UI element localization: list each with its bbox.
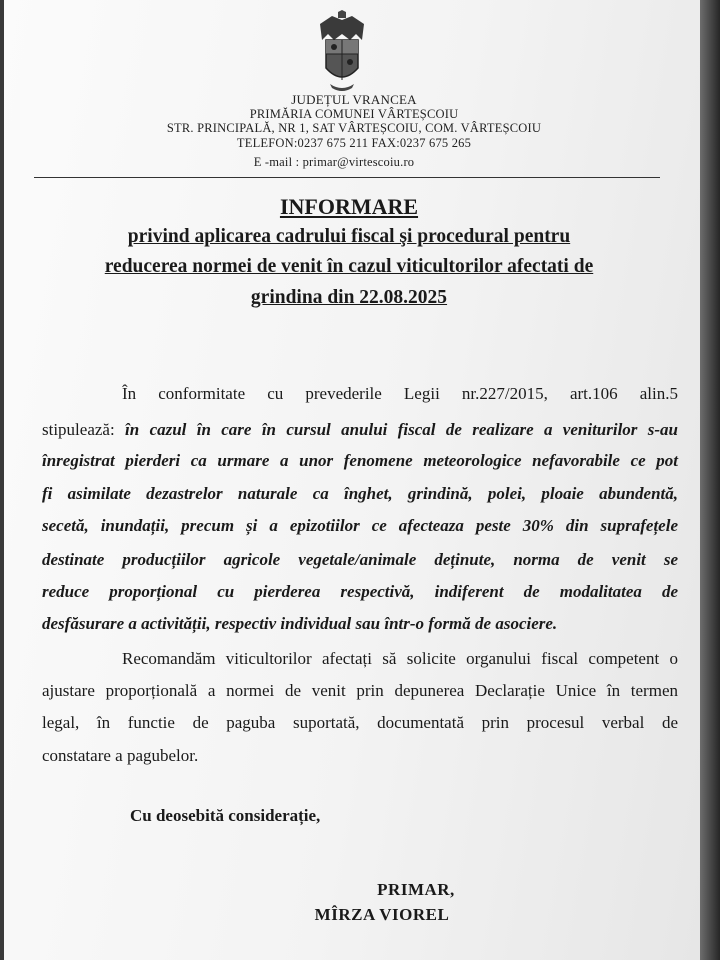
paragraph1-text: stipulează:	[42, 420, 126, 439]
closing-salutation: Cu deosebită considerație,	[130, 806, 321, 825]
header-county: JUDEȚUL VRANCEA	[291, 92, 417, 107]
header-institution: PRIMĂRIA COMUNEI VÂRTEȘCOIU	[249, 107, 459, 121]
header-phone-fax: TELEFON:0237 675 211 FAX:0237 675 265	[236, 136, 472, 150]
header-email: E -mail : primar@virtescoiu.ro	[253, 155, 415, 169]
paragraph1-line: În conformitate cu prevederile Legii nr.227/2015, art.106 alin.5	[122, 384, 678, 403]
subtitle-line: privind aplicarea cadrului fiscal şi procedural pentru	[127, 226, 571, 247]
paragraph1-line: reduce proporțional cu pierderea respectivă, indiferent de modalitatea de	[42, 582, 678, 601]
background-edge	[700, 0, 720, 960]
document-title: INFORMARE	[279, 194, 419, 219]
signature-name: MÎRZA VIOREL	[314, 905, 450, 924]
header-divider	[34, 177, 660, 178]
paragraph1-line: destinate producțiilor agricole vegetale/animale deținute, norma de venit se	[42, 550, 678, 569]
paragraph1-line: desfăsurare a activității, respectiv individual sau într-o formă de asociere.	[42, 614, 558, 633]
paragraph1-italic-text: în cazul în care în cursul anului fiscal de realizare a veniturilor s-au	[125, 420, 678, 439]
signature-role: PRIMAR,	[377, 880, 455, 899]
subtitle-line: reducerea normei de venit în cazul viticultorilor afectati de	[104, 256, 594, 277]
document-page	[4, 0, 704, 960]
paragraph2-line: Recomandăm viticultorilor afectați să solicite organului fiscal competent o	[122, 649, 678, 668]
paragraph1-line: înregistrat pierderi ca urmare a unor fenomene meteorologice nefavorabile ce pot	[42, 451, 678, 470]
subtitle-line: grindina din 22.08.2025	[250, 287, 448, 308]
paragraph1-line: secetă, inundații, precum și a epizotiilor ce afecteaza peste 30% din suprafețele	[42, 516, 678, 535]
paragraph1-line	[42, 420, 678, 440]
paragraph2-line: ajustare proporțională a normei de venit prin depunerea Declarație Unice în termen	[42, 681, 678, 700]
coat-of-arms-icon	[312, 10, 372, 92]
paragraph2-line: constatare a pagubelor.	[42, 746, 199, 765]
header-address: STR. PRINCIPALĂ, NR 1, SAT VÂRTEȘCOIU, COM. VÂRTEȘCOIU	[166, 121, 542, 135]
paragraph1-line: fi asimilate dezastrelor naturale ca înghet, grindină, polei, ploaie abundentă,	[42, 484, 678, 503]
paragraph2-line: legal, în functie de paguba suportată, documentată prin procesul verbal de	[42, 713, 678, 732]
